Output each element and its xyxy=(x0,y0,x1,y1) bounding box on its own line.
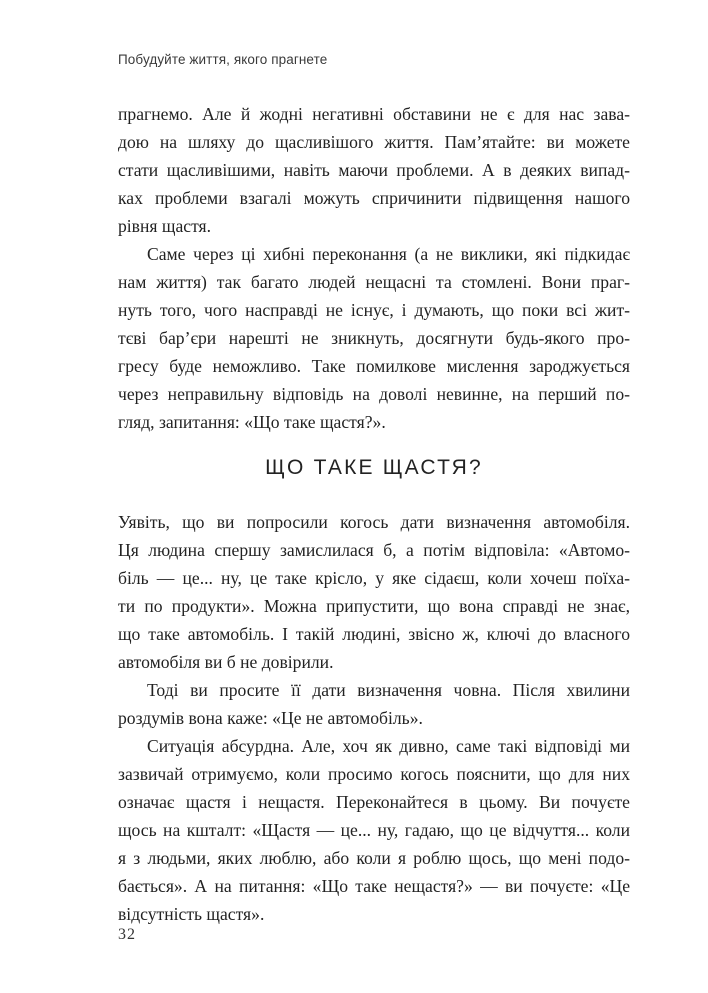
text-line: нуть того, чого насправді не існує, і думають, що поки всі жит- xyxy=(118,300,630,320)
paragraph xyxy=(118,240,630,436)
text-line: прагнемо. Але й жодні негативні обставини не є для нас зава- xyxy=(118,104,630,124)
paragraph xyxy=(118,676,630,732)
text-line: автомобіля ви б не довірили. xyxy=(118,652,334,672)
text-line: відсутність щастя». xyxy=(118,904,265,924)
text-line: я з людьми, яких люблю, або коли я роблю щось, що мені подо- xyxy=(118,848,630,868)
text-line: Ця людина спершу замислилася б, а потім відповіла: «Автомо- xyxy=(118,540,630,560)
body-text-section-1 xyxy=(118,100,630,436)
paragraph xyxy=(118,100,630,240)
text-line: гляд, запитання: «Що таке щастя?». xyxy=(118,412,386,432)
text-line: тєві бар’єри нарешті не зникнуть, досягнути будь-якого про- xyxy=(118,328,630,348)
paragraph xyxy=(118,508,630,676)
text-line: Тоді ви просите її дати визначення човна. Після хвилини xyxy=(147,680,630,700)
text-line: означає щастя і нещастя. Переконайтеся в цьому. Ви почуєте xyxy=(118,792,630,812)
text-line: Саме через ці хибні переконання (а не виклики, які підкидає xyxy=(147,244,630,264)
text-line: через неправильну відповідь на доволі невинне, на перший по- xyxy=(118,384,630,404)
text-line: нам життя) так багато людей нещасні та стомлені. Вони праг- xyxy=(118,272,630,292)
text-line: ках проблеми взагалі можуть спричинити підвищення нашого xyxy=(118,188,630,208)
text-line: щось на кшталт: «Щастя — це... ну, гадаю, що це відчуття... коли xyxy=(118,820,630,840)
text-line: бається». А на питання: «Що таке нещастя?» — ви почуєте: «Це xyxy=(118,876,630,896)
text-line: ти по продукти». Можна припустити, що вона справді не знає, xyxy=(118,596,630,616)
text-line: роздумів вона каже: «Це не автомобіль». xyxy=(118,708,423,728)
text-line: зазвичай отримуємо, коли просимо когось пояснити, що для них xyxy=(118,764,630,784)
text-line: рівня щастя. xyxy=(118,216,212,236)
text-line: дою на шляху до щасливішого життя. Пам’ятайте: ви можете xyxy=(118,132,630,152)
text-line: Уявіть, що ви попросили когось дати визначення автомобіля. xyxy=(118,512,630,532)
paragraph xyxy=(118,732,630,928)
page-number: 32 xyxy=(118,926,136,943)
text-line: Ситуація абсурдна. Але, хоч як дивно, саме такі відповіді ми xyxy=(147,736,630,756)
text-line: стати щасливішими, навіть маючи проблеми. А в деяких випад- xyxy=(118,160,630,180)
section-heading: ЩО ТАКЕ ЩАСТЯ? xyxy=(265,456,483,479)
text-line: гресу буде неможливо. Таке помилкове мислення зароджується xyxy=(118,356,630,376)
text-line: що таке автомобіль. І такій людині, звісно ж, ключі до власного xyxy=(118,624,630,644)
text-line: біль — це... ну, це таке крісло, у яке сідаєш, коли хочеш поїха- xyxy=(118,568,630,588)
running-head: Побудуйте життя, якого прагнете xyxy=(118,52,328,67)
body-text-section-2 xyxy=(118,508,630,928)
